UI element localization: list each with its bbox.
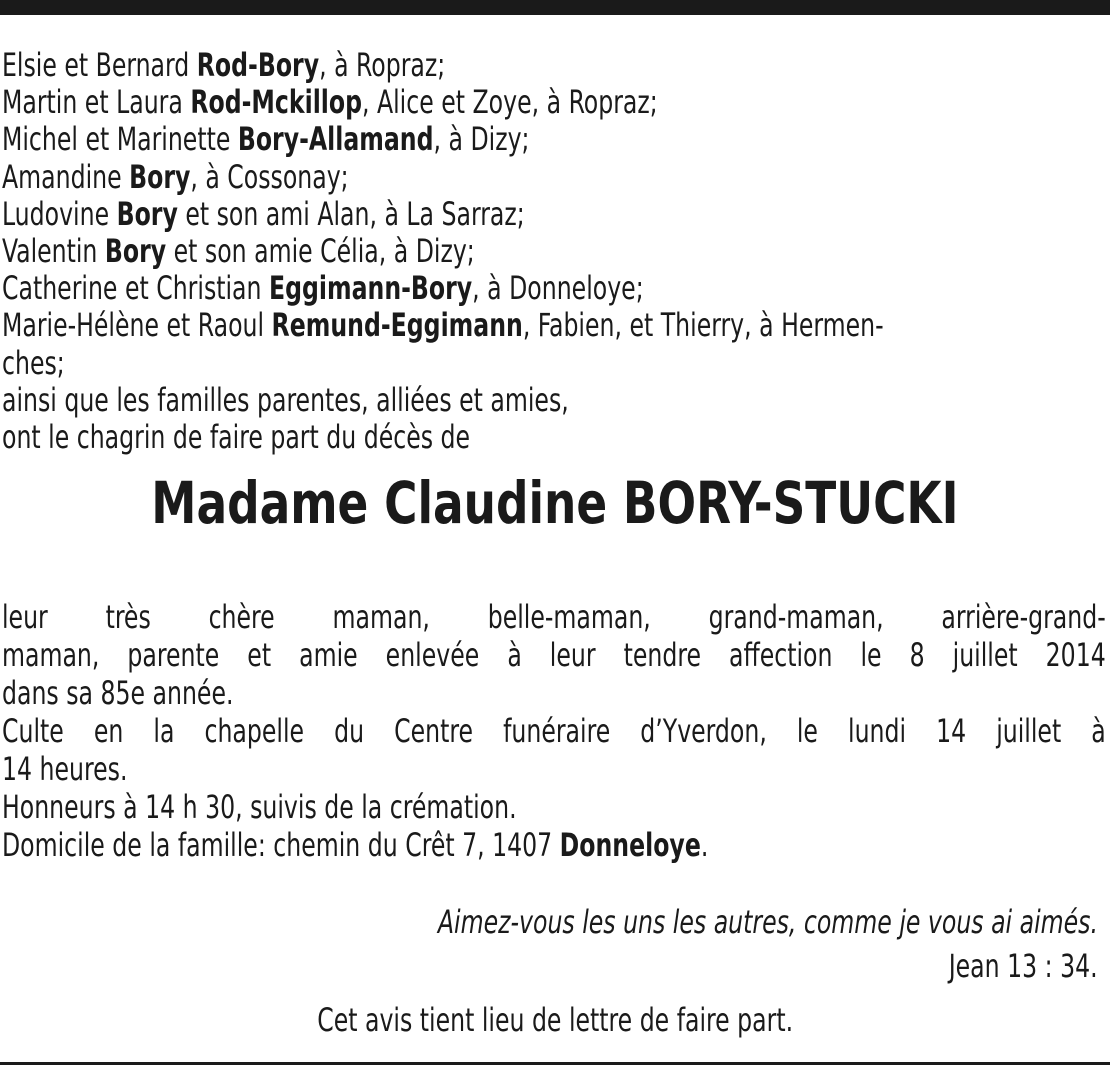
body-line: maman, parente et amie enlevée à leur tendre affection le 8 juillet 2014: [2, 636, 1106, 674]
family-line: Marie-Hélène et Raoul Remund-Eggimann, Fabien, et Thierry, à Hermen-: [2, 306, 884, 345]
deceased-name: Madame Claudine BORY-STUCKI: [151, 469, 959, 537]
family-line: Ludovine Bory et son ami Alan, à La Sarraz;: [2, 194, 525, 233]
family-line: Elsie et Bernard Rod-Bory, à Ropraz;: [2, 46, 446, 84]
quote-reference: Jean 13 : 34.: [949, 947, 1098, 985]
family-line: ainsi que les familles parentes, alliées et amies,: [2, 380, 569, 419]
body-line: Culte en la chapelle du Centre funéraire d’Yverdon, le lundi 14 juillet à: [2, 712, 1106, 750]
body-line: 14 heures.: [2, 750, 128, 788]
closing-note: Cet avis tient lieu de lettre de faire part.: [317, 1001, 793, 1039]
family-line: Amandine Bory, à Cossonay;: [2, 157, 349, 196]
family-line: Martin et Laura Rod-Mckillop, Alice et Zoye, à Ropraz;: [2, 83, 658, 122]
body-line: dans sa 85e année.: [2, 674, 234, 712]
family-line: Michel et Marinette Bory-Allamand, à Dizy;: [2, 120, 530, 159]
top-rule: [0, 0, 1110, 15]
body-line: leur très chère maman, belle-maman, grand-maman, arrière-grand-: [2, 598, 1106, 636]
bible-quote: Aimez-vous les uns les autres, comme je vous ai aimés.: [437, 903, 1098, 941]
family-line: ches;: [2, 343, 65, 382]
family-line: ont le chagrin de faire part du décès de: [2, 418, 471, 457]
family-list: [2, 47, 1106, 456]
body-line: Domicile de la famille: chemin du Crêt 7, 1407 Donneloye.: [2, 826, 709, 864]
family-line: Valentin Bory et son amie Célia, à Dizy;: [2, 232, 475, 271]
family-line: Catherine et Christian Eggimann-Bory, à Donneloye;: [2, 269, 644, 308]
notice-body: [2, 598, 1106, 864]
body-line: Honneurs à 14 h 30, suivis de la crémation.: [2, 788, 517, 826]
